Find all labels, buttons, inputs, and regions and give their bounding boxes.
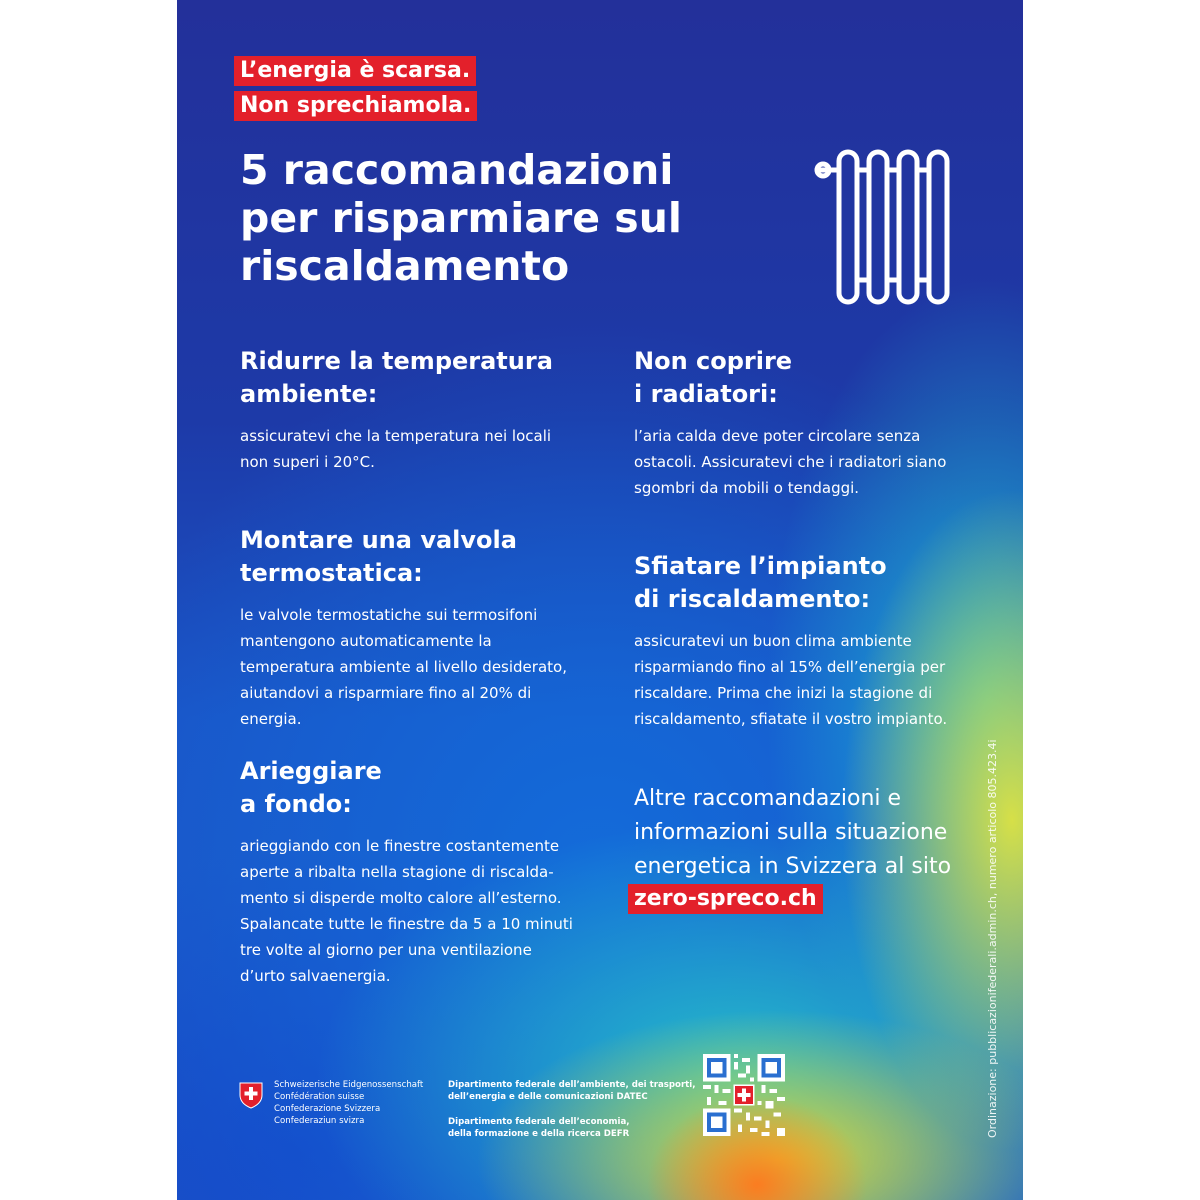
department-line: della formazione e della ricerca DEFR (448, 1129, 630, 1139)
department-line: Dipartimento federale dell’economia, (448, 1117, 630, 1127)
confederation-line: Confederazione Svizzera (274, 1104, 381, 1114)
section-ventilate (240, 755, 590, 989)
heading-line: Sfiatare l’impianto (634, 552, 887, 580)
radiator-icon (813, 148, 961, 308)
heading-line: termostatica: (240, 559, 423, 587)
department-line: Dipartimento federale dell’ambiente, dei trasporti, (448, 1080, 696, 1090)
section-heading (240, 524, 590, 590)
confederation-line: Confédération suisse (274, 1092, 365, 1102)
section-radiators (634, 345, 984, 501)
section-heading (240, 345, 590, 411)
section-body: assicuratevi un buon clima ambiente risparmiando fino al 15% dell’energia per riscaldare. Prima che inizi la stagione di riscaldamento, sfiatate il vostro impianto. (634, 632, 948, 728)
section-reduce-temperature (240, 345, 590, 475)
heading-line: di riscaldamento: (634, 585, 871, 613)
confederation-line: Schweizerische Eidgenossenschaft (274, 1080, 424, 1090)
datec-department (448, 1079, 696, 1103)
swiss-cross-icon (239, 1081, 263, 1109)
heading-line: ambiente: (240, 380, 378, 408)
poster (177, 0, 1023, 1200)
heading-line: Montare una valvola (240, 526, 517, 554)
order-info: Ordinazione: pubblicazionifederali.admin.ch, numero articolo 805.423.4i (986, 739, 999, 1138)
section-body: assicuratevi che la temperatura nei locali non superi i 20°C. (240, 427, 552, 471)
department-line: dell’energia e delle comunicazioni DATEC (448, 1092, 648, 1102)
heading-line: Arieggiare (240, 757, 382, 785)
defr-department (448, 1116, 630, 1140)
confederation-names (274, 1079, 423, 1127)
section-bleed-system (634, 550, 984, 732)
section-heading (240, 755, 590, 821)
qr-code[interactable] (703, 1054, 785, 1136)
website-link[interactable]: zero-spreco.ch (628, 884, 823, 914)
tagline-line-1: L’energia è scarsa. (234, 56, 476, 86)
section-heading (634, 345, 984, 411)
heading-line: i radiatori: (634, 380, 778, 408)
heading-line: Ridurre la temperatura (240, 347, 553, 375)
tagline-line-2: Non sprechiamola. (234, 91, 477, 121)
section-body: l’aria calda deve poter circolare senza ostacoli. Assicuratevi che i radiatori siano sgombri da mobili o tendaggi. (634, 427, 947, 497)
page-title: 5 raccomandazioni per risparmiare sul riscaldamento (240, 146, 682, 290)
confederation-line: Confederaziun svizra (274, 1116, 365, 1126)
section-heading (634, 550, 984, 616)
section-thermostatic-valve (240, 524, 590, 732)
more-info-text: Altre raccomandazioni e informazioni sulla situazione energetica in Svizzera al sito (634, 786, 952, 879)
section-body: arieggiando con le finestre costantemente aperte a ribalta nella stagione di riscalda-mento si disperde molto calore all’esterno. Spalancate tutte le finestre da 5 a 10 minuti tre volte al giorno per una ventilazione d’urto salvaenergia. (240, 837, 573, 985)
section-body: le valvole termostatiche sui termosifoni mantengono automaticamente la temperatura ambiente al livello desiderato, aiutandovi a risparmiare fino al 20% di energia. (240, 606, 567, 728)
heading-line: Non coprire (634, 347, 793, 375)
heading-line: a fondo: (240, 790, 352, 818)
